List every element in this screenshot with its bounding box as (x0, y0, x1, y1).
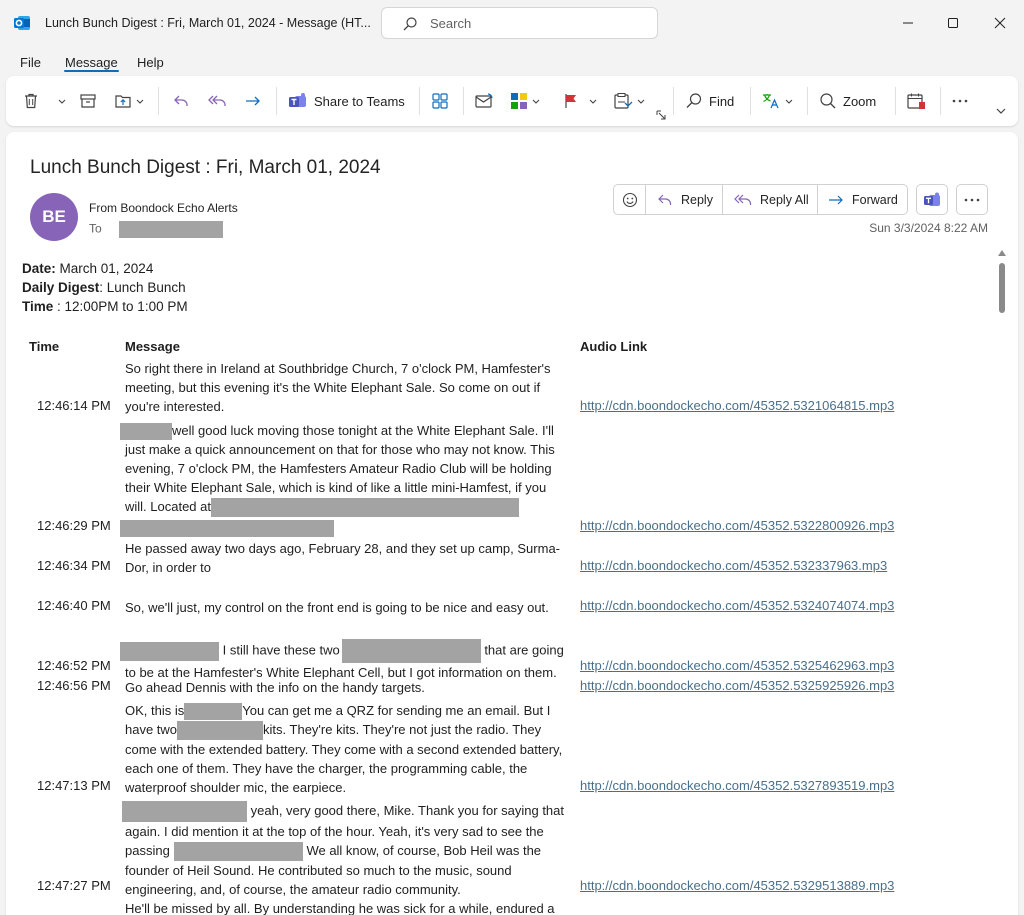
menu-help[interactable]: Help (137, 55, 164, 70)
rules-clipboard-icon (613, 92, 633, 110)
share-to-teams-label: Share to Teams (314, 93, 405, 109)
smiley-icon (622, 192, 638, 208)
column-header-time: Time (29, 339, 60, 354)
reply-all-icon (207, 92, 227, 110)
scroll-up-icon[interactable] (998, 250, 1006, 256)
mark-unread-button[interactable] (474, 76, 494, 126)
redacted-text (184, 703, 242, 720)
ribbon-divider (895, 87, 896, 115)
chevron-down-icon (135, 96, 145, 106)
redacted-text (174, 842, 303, 861)
table-row-message-text: well good luck moving those tonight at the White Elephant Sale. I'll just make a quick announcement on that for those who may not know. This evening, 7 o'clock PM, the Hamfesters Amateur Radio Club will be holding their White Elephant Sale, which is kind of like a little mini-Hamfest, if you will. Located at (125, 423, 555, 515)
envelope-sync-icon (474, 92, 494, 110)
date-value: March 01, 2024 (55, 261, 154, 276)
audio-link[interactable]: http://cdn.boondockecho.com/45352.5322800926.mp3 (580, 518, 895, 533)
more-actions-button[interactable] (956, 184, 988, 215)
redacted-text (122, 801, 247, 822)
message-actions (613, 184, 908, 215)
reply-icon (172, 92, 190, 110)
apps-button[interactable] (431, 76, 449, 126)
audio-link[interactable]: http://cdn.boondockecho.com/45352.5327893519.mp3 (580, 778, 895, 793)
table-row-message-text: yeah, very good there, Mike. Thank you for saying that again. I did mention it at the top of the hour. Yeah, it's very sad to see the passing (125, 803, 565, 859)
column-header-audio: Audio Link (580, 339, 648, 354)
zoom-label: Zoom (843, 93, 877, 109)
ribbon-divider (750, 87, 751, 115)
digest-date (22, 261, 153, 276)
to-label: To (89, 221, 102, 236)
more-horizontal-icon (963, 196, 981, 204)
move-folder-icon (114, 92, 132, 110)
table-row-message-text: that are going to be at the Hamfester's White Elephant Cell, but I got information on them. (125, 642, 564, 680)
close-icon (994, 17, 1006, 29)
active-tab-indicator (64, 70, 119, 72)
more-ribbon-button[interactable] (951, 76, 969, 126)
from-label: From (89, 201, 117, 215)
minimize-icon (902, 17, 914, 29)
chevron-down-icon (995, 105, 1007, 117)
reply-ribbon-button[interactable] (172, 76, 190, 126)
outlook-icon (13, 14, 31, 32)
dialog-launcher-icon[interactable] (656, 110, 666, 120)
teams-icon (923, 192, 941, 208)
flag-button[interactable] (562, 76, 598, 126)
table-row-message-text: We all know, of course, Bob Heil was the founder of Heil Sound. He contributed so much to the music, sound engineering, and, of course, the amateur radio community. (125, 843, 542, 898)
categorize-button[interactable] (510, 76, 541, 126)
table-row-message: He passed away two days ago, February 28, and they set up camp, Surma-Dor, in order to (125, 541, 561, 576)
ribbon-divider (463, 87, 464, 115)
redacted-text (120, 642, 219, 661)
chevron-down-icon (588, 96, 598, 106)
time-label: Time (22, 299, 54, 314)
table-row-time: 12:46:52 PM (37, 658, 111, 673)
audio-link[interactable]: http://cdn.boondockecho.com/45352.5321064815.mp3 (580, 398, 895, 413)
share-to-teams-button[interactable] (288, 76, 405, 126)
search-icon (685, 92, 703, 110)
more-horizontal-icon (951, 92, 969, 110)
table-row-time: 12:46:34 PM (37, 558, 111, 573)
maximize-button[interactable] (943, 13, 963, 33)
table-row-time: 12:46:29 PM (37, 518, 111, 533)
reply-all-icon (734, 192, 752, 208)
rules-button[interactable] (613, 76, 646, 126)
table-row-time: 12:47:13 PM (37, 778, 111, 793)
ribbon-divider (807, 87, 808, 115)
find-label: Find (709, 93, 735, 109)
minimize-button[interactable] (898, 13, 918, 33)
table-row-time: 12:46:40 PM (37, 598, 111, 613)
date-label: Date: (22, 261, 56, 276)
menu-file[interactable]: File (20, 55, 41, 70)
move-button[interactable] (114, 76, 145, 126)
zoom-icon (819, 92, 837, 110)
reply-label: Reply (681, 192, 713, 207)
redacted-text (342, 639, 481, 663)
vertical-scrollbar[interactable] (996, 248, 1008, 915)
maximize-icon (947, 17, 959, 29)
digest-name (22, 280, 186, 295)
ribbon-toolbar (6, 76, 1018, 126)
ribbon-divider (673, 87, 674, 115)
forward-ribbon-button[interactable] (244, 76, 262, 126)
forward-label: Forward (852, 192, 898, 207)
digest-value: : Lunch Bunch (99, 280, 186, 295)
search-placeholder: Search (430, 16, 472, 31)
redacted-text (177, 721, 263, 740)
table-row-message (125, 801, 570, 899)
zoom-button[interactable] (819, 76, 876, 126)
ribbon-divider (158, 87, 159, 115)
redacted-recipient (119, 221, 223, 238)
reply-button[interactable] (646, 185, 723, 214)
close-button[interactable] (990, 13, 1010, 33)
table-row-message-text: OK, this is (125, 703, 185, 718)
search-input[interactable] (381, 7, 658, 39)
table-row-time: 12:46:14 PM (37, 398, 111, 413)
teams-chat-button[interactable] (916, 184, 948, 215)
menu-bar (0, 50, 1024, 74)
audio-link[interactable]: http://cdn.boondockecho.com/45352.5329513889.mp3 (580, 878, 895, 893)
archive-button[interactable] (79, 76, 97, 126)
ribbon-divider (940, 87, 941, 115)
audio-link[interactable]: http://cdn.boondockecho.com/45352.5325925926.mp3 (580, 678, 895, 693)
ribbon-divider (276, 87, 277, 115)
forward-icon (244, 92, 262, 110)
chevron-down-icon (784, 96, 794, 106)
expand-ribbon-button[interactable] (995, 86, 1007, 136)
redacted-text (211, 498, 519, 517)
forward-button[interactable] (818, 185, 907, 214)
table-row-message: Go ahead Dennis with the info on the handy targets. (125, 680, 425, 695)
emoji-reaction-button[interactable] (614, 185, 646, 214)
redacted-text (120, 423, 172, 440)
from-line (89, 201, 238, 215)
received-timestamp: Sun 3/3/2024 8:22 AM (869, 221, 988, 235)
table-row-message: He'll be missed by all. By understanding he was sick for a while, endured a (125, 901, 555, 915)
chevron-down-icon (531, 96, 541, 106)
reply-all-button[interactable] (723, 185, 818, 214)
calendar-icon (906, 92, 926, 110)
translate-icon (761, 92, 781, 110)
teams-icon (288, 92, 308, 110)
title-bar (0, 0, 1024, 46)
to-line (89, 221, 223, 238)
chevron-down-icon (57, 96, 67, 106)
trash-icon (22, 92, 40, 110)
ribbon-divider (419, 87, 420, 115)
apps-grid-icon (431, 92, 449, 110)
forward-icon (828, 192, 844, 208)
flag-icon (562, 92, 580, 110)
audio-link[interactable]: http://cdn.boondockecho.com/45352.5324074074.mp3 (580, 598, 895, 613)
translate-button[interactable] (761, 76, 794, 126)
table-row-message: So right there in Ireland at Southbridge Church, 7 o'clock PM, Hamfester's meeting, but this evening it's the White Elephant Sale. So come on out if you're interested. (125, 361, 551, 415)
table-row-message-text: kits. They're kits. They're not just the radio. They come with the extended battery. They come with a second extended battery, each one of them. They have the charger, the programming cable, the waterproof shoulder mic, the earpiece. (125, 722, 563, 796)
digest-label: Daily Digest (22, 280, 100, 295)
digest-time (22, 299, 188, 314)
table-row-time: 12:47:27 PM (37, 878, 111, 893)
table-row-message-text: You can get me a QRZ for sending me an email. But I have two (125, 703, 551, 738)
reply-all-ribbon-button[interactable] (207, 76, 227, 126)
scroll-thumb[interactable] (999, 263, 1005, 313)
table-row-message (125, 701, 570, 797)
table-row-message: So, we'll just, my control on the front end is going to be nice and easy out. (125, 600, 549, 615)
search-icon (402, 16, 418, 32)
table-row-time: 12:46:56 PM (37, 678, 111, 693)
chevron-down-icon (636, 96, 646, 106)
table-row-message (125, 421, 570, 537)
calendar-button[interactable] (906, 76, 926, 126)
reply-icon (657, 192, 673, 208)
avatar[interactable]: BE (30, 193, 78, 241)
message-subject: Lunch Bunch Digest : Fri, March 01, 2024 (30, 157, 381, 178)
reading-pane (6, 132, 1018, 915)
audio-link[interactable]: http://cdn.boondockecho.com/45352.5325462963.mp3 (580, 658, 895, 673)
time-value: : 12:00PM to 1:00 PM (53, 299, 188, 314)
delete-button[interactable] (22, 76, 67, 126)
sender-name[interactable]: Boondock Echo Alerts (120, 201, 238, 215)
redacted-text (120, 520, 334, 537)
table-row-message (125, 639, 570, 682)
categorize-icon (510, 92, 528, 110)
audio-link[interactable]: http://cdn.boondockecho.com/45352.532337963.mp3 (580, 558, 888, 573)
reply-all-label: Reply All (760, 192, 809, 207)
find-button[interactable] (685, 76, 734, 126)
table-row-message-text: I still have these two (222, 642, 340, 658)
window-title: Lunch Bunch Digest : Fri, March 01, 2024 - Message (HT... (45, 16, 371, 30)
archive-icon (79, 92, 97, 110)
column-header-message: Message (125, 339, 180, 354)
menu-message[interactable]: Message (65, 55, 118, 70)
